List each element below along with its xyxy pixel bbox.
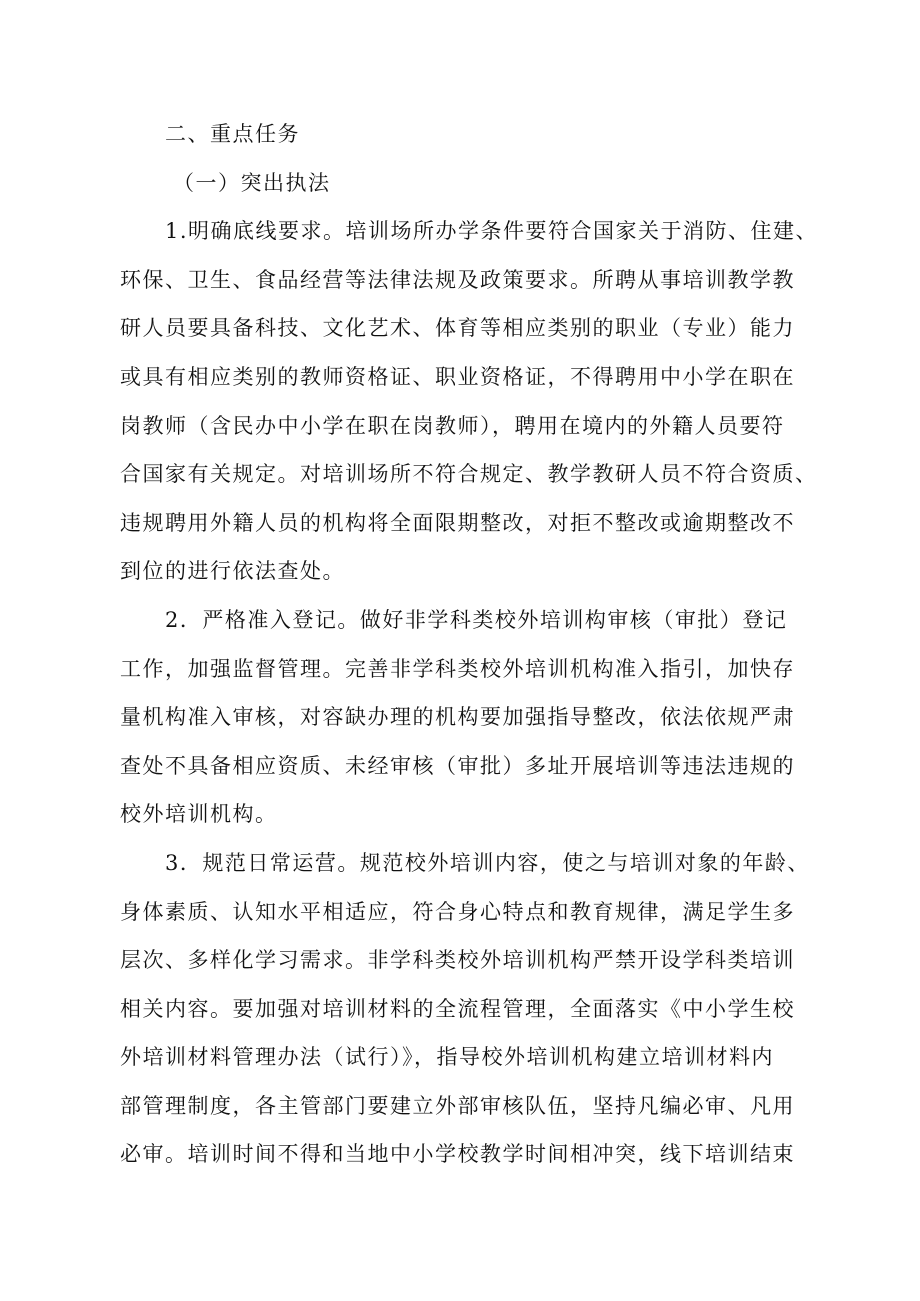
paragraph-line: 研人员要具备科技、文化艺术、体育等相应类别的职业（专业）能力 bbox=[120, 316, 795, 341]
paragraph-line: 2．严格准入登记。做好非学科类校外培训构审核（审批）登记 bbox=[165, 607, 788, 632]
paragraph-line: 1.明确底线要求。培训场所办学条件要符合国家关于消防、住建、 bbox=[165, 219, 819, 244]
section-heading: 二、重点任务 bbox=[165, 122, 300, 146]
paragraph-line: 违规聘用外籍人员的机构将全面限期整改，对拒不整改或逾期整改不 bbox=[120, 510, 795, 535]
paragraph-line: 部管理制度，各主管部门要建立外部审核队伍，坚持凡编必审、凡用 bbox=[120, 1093, 795, 1118]
paragraph-line: 层次、多样化学习需求。非学科类校外培训机构严禁开设学科类培训 bbox=[120, 948, 795, 973]
paragraph-line: 工作，加强监督管理。完善非学科类校外培训机构准入指引，加快存 bbox=[120, 656, 795, 681]
paragraph-1 bbox=[120, 207, 825, 596]
paragraph-line: 3．规范日常运营。规范校外培训内容，使之与培训对象的年龄、 bbox=[165, 850, 810, 875]
paragraph-line: 合国家有关规定。对培训场所不符合规定、教学教研人员不符合资质、 bbox=[120, 462, 818, 487]
subsection-heading: （一）突出执法 bbox=[173, 170, 331, 195]
paragraph-line: 查处不具备相应资质、未经审核（审批）多址开展培训等违法违规的 bbox=[120, 753, 795, 778]
paragraph-3 bbox=[120, 839, 825, 1179]
paragraph-2 bbox=[120, 596, 825, 839]
paragraph-line: 校外培训机构。 bbox=[120, 802, 278, 827]
document-body bbox=[120, 110, 825, 1179]
paragraph-line: 环保、卫生、食品经营等法律法规及政策要求。所聘从事培训教学教 bbox=[120, 267, 795, 292]
paragraph-line: 量机构准入审核，对容缺办理的机构要加强指导整改，依法依规严肃 bbox=[120, 705, 795, 730]
paragraph-line: 相关内容。要加强对培训材料的全流程管理，全面落实《中小学生校 bbox=[120, 996, 795, 1021]
paragraph-line: 必审。培训时间不得和当地中小学校教学时间相冲突，线下培训结束 bbox=[120, 1142, 795, 1167]
paragraph-line: 岗教师（含民办中小学在职在岗教师），聘用在境内的外籍人员要符 bbox=[120, 413, 785, 438]
paragraph-line: 到位的进行依法查处。 bbox=[120, 559, 345, 584]
paragraph-line: 或具有相应类别的教师资格证、职业资格证，不得聘用中小学在职在 bbox=[120, 364, 795, 389]
paragraph-line: 身体素质、认知水平相适应，符合身心特点和教育规律，满足学生多 bbox=[120, 899, 795, 924]
paragraph-line: 外培训材料管理办法（试行）》，指导校外培训机构建立培训材料内 bbox=[120, 1045, 774, 1070]
